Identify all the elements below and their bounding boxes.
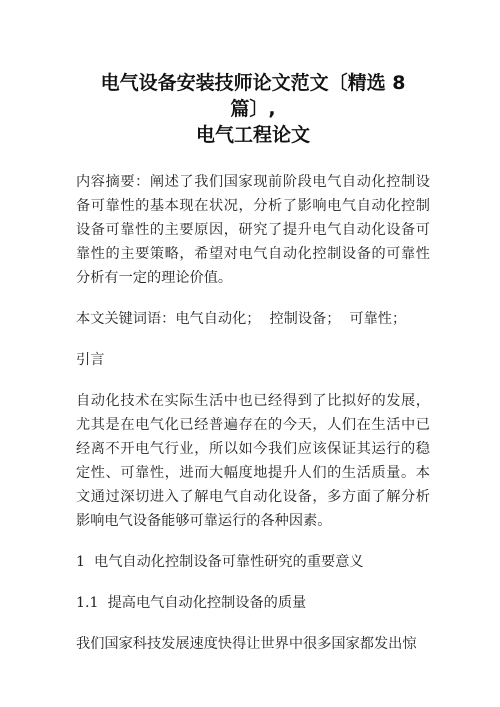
intro-paragraph: 自动化技术在实际生活中也已经得到了比拟好的发展，尤其是在电气化已经普遍存在的今天，人们在生活中已经离不开电气行业，所以如今我们应该保证其运行的稳定性、可靠性，进而大幅度地提升人们的生活质量。本文通过深切进入了解电气自动化设备，多方面了解分析影响电气设备能够可靠运行的各种因素。: [76, 393, 430, 529]
document-title: [76, 70, 430, 148]
keywords-line: 本文关键词语：电气自动化； 控制设备； 可靠性；: [76, 311, 407, 327]
title-line-1: 电气设备安装技师论文范文〔精选 8 篇〕,: [100, 72, 406, 120]
section-1-heading: 1 电气自动化控制设备可靠性研究的重要意义: [76, 554, 364, 570]
intro-heading: 引言: [76, 352, 105, 368]
section-1-1-heading: 1.1 提高电气自动化控制设备的质量: [76, 595, 307, 611]
abstract-paragraph: 内容摘要：阐述了我们国家现前阶段电气自动化控制设备可靠性的基本现在状况，分析了影响电气自动化控制设备可靠性的主要原因，研究了提升电气自动化设备可靠性的主要策略，希望对电气自动化控制设备的可靠性分析有一定的理论价值。: [76, 174, 430, 286]
title-line-2: 电气工程论文: [195, 124, 310, 146]
section-1-1-paragraph: 我们国家科技发展速度快得让世界中很多国家都发出惊: [76, 636, 417, 652]
